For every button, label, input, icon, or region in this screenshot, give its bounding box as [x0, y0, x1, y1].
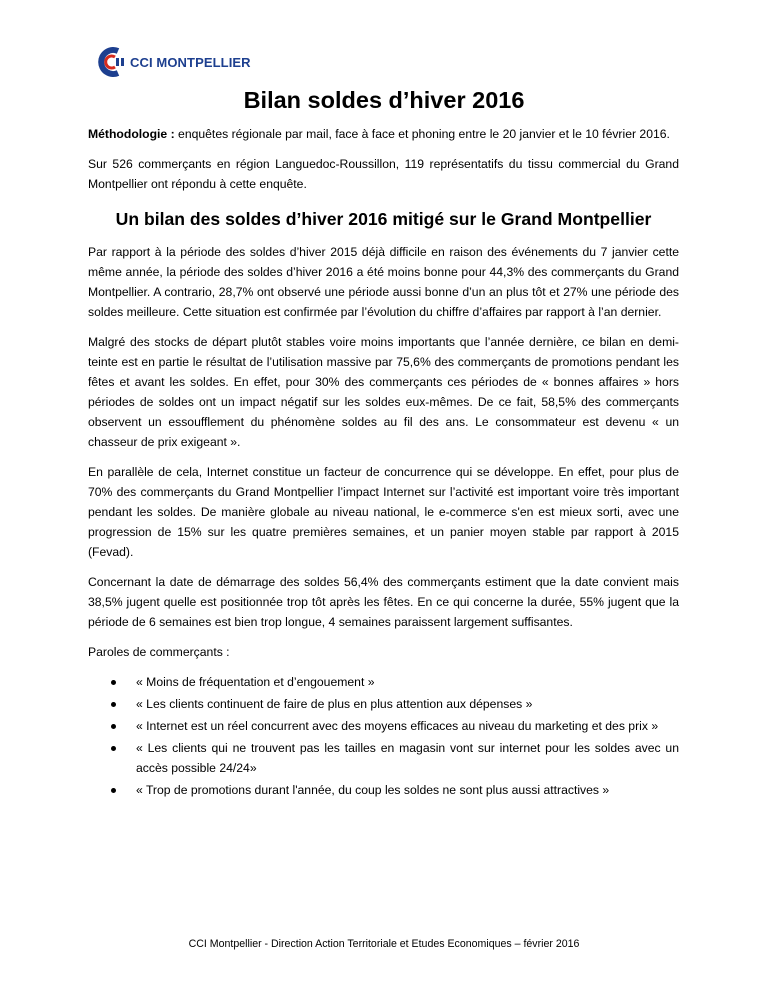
- list-item: [88, 672, 679, 692]
- sample-paragraph: Sur 526 commerçants en région Languedoc-Roussillon, 119 représentatifs du tissu commercial du Grand Montpellier ont répondu à cette enquête.: [88, 157, 679, 191]
- list-item: [88, 780, 679, 800]
- document-body: [88, 124, 679, 802]
- page-footer: CCI Montpellier - Direction Action Territoriale et Etudes Economiques – février 2016: [188, 938, 580, 950]
- methodology-label: Méthodologie :: [88, 127, 175, 141]
- quote-text: « Internet est un réel concurrent avec des moyens efficaces au niveau du marketing et des prix »: [136, 719, 659, 733]
- bullet-icon: [111, 702, 116, 707]
- list-item: [88, 694, 679, 714]
- paragraph-internet: En parallèle de cela, Internet constitue un facteur de concurrence qui se développe. En effet, pour plus de 70% des commerçants du Grand Montpellier l’impact Internet sur l’activité est important voire très important pendant les soldes. De manière globale au niveau national, le e-commerce s'en est mieux sorti, avec une progression de 15% sur les quatre premières semaines, et un panier moyen stable par rapport à 2015 (Fevad).: [88, 465, 679, 559]
- methodology-paragraph: [88, 124, 679, 144]
- bullet-icon: [111, 680, 116, 685]
- paragraph-stocks: Malgré des stocks de départ plutôt stables voire moins importants que l’année dernière, ce bilan en demi-teinte est en partie le résultat de l’utilisation massive par 75,6% des commerçants de promotions pendant les fêtes et avant les soldes. En effet, pour 30% des commerçants ces périodes de « bonnes affaires » hors périodes de soldes ont un impact négatif sur les soldes eux-mêmes. De ce fait, 58,5% des commerçants observent un essoufflement du phénomène soldes au fil des ans. Le consommateur est devenu « un chasseur de prix exigeant ».: [88, 335, 679, 449]
- methodology-text: enquêtes régionale par mail, face à face et phoning entre le 20 janvier et le 10 février 2016.: [174, 127, 670, 141]
- bullet-icon: [111, 724, 116, 729]
- paragraph-quotes-intro: Paroles de commerçants :: [88, 645, 230, 659]
- section-heading: Un bilan des soldes d’hiver 2016 mitigé sur le Grand Montpellier: [115, 209, 652, 229]
- bullet-icon: [111, 788, 116, 793]
- paragraph-comparison: Par rapport à la période des soldes d’hiver 2015 déjà difficile en raison des événements du 7 janvier cette même année, la période des soldes d’hiver 2016 a été moins bonne pour 44,3% des commerçants du Grand Montpellier. A contrario, 28,7% ont observé une période aussi bonne d’un an plus tôt et 27% une période des soldes meilleure. Cette situation est confirmée par l’évolution du chiffre d’affaires par rapport à l’an dernier.: [88, 245, 679, 319]
- quote-text: « Les clients qui ne trouvent pas les tailles en magasin vont sur internet pour les soldes avec un accès possible 24/24»: [136, 741, 679, 775]
- quote-text: « Trop de promotions durant l'année, du coup les soldes ne sont plus aussi attractives »: [136, 783, 610, 797]
- quote-text: « Les clients continuent de faire de plus en plus attention aux dépenses »: [136, 697, 533, 711]
- cci-logo-mark-icon: [96, 45, 126, 79]
- quotes-list: [88, 672, 679, 800]
- quote-text: « Moins de fréquentation et d’engouement »: [136, 675, 375, 689]
- list-item: [88, 716, 679, 736]
- logo-text: CCI MONTPELLIER: [130, 54, 251, 70]
- bullet-icon: [111, 746, 116, 751]
- page-title: Bilan soldes d’hiver 2016: [243, 87, 525, 113]
- paragraph-dates: Concernant la date de démarrage des soldes 56,4% des commerçants estiment que la date convient mais 38,5% jugent quelle est positionnée trop tôt après les fêtes. En ce qui concerne la durée, 55% jugent que la période de 6 semaines est bien trop longue, 4 semaines paraissent largement suffisantes.: [88, 575, 679, 629]
- list-item: [88, 738, 679, 778]
- cci-logo: [96, 44, 251, 80]
